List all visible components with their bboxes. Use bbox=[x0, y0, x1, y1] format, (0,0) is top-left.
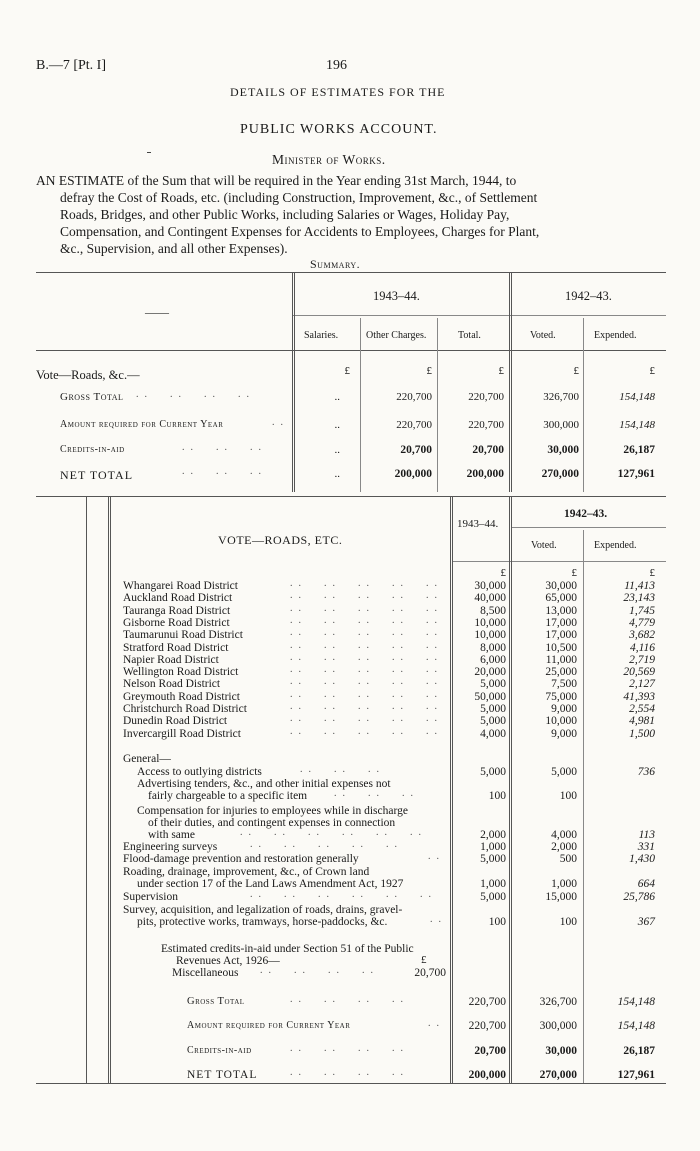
district-current: 10,000 bbox=[474, 629, 506, 642]
item-voted: 2,000 bbox=[551, 841, 577, 853]
leader-dots: .. .. .. .. bbox=[290, 1067, 409, 1078]
summary-cell: .. bbox=[334, 444, 340, 456]
intro-line: &c., Supervision, and all other Expenses). bbox=[60, 241, 288, 256]
district-expended: 11,413 bbox=[624, 580, 655, 592]
total-current: 20,700 bbox=[474, 1045, 506, 1057]
summary-cell: 326,700 bbox=[543, 391, 579, 403]
rule bbox=[86, 497, 87, 1083]
district-current: 20,000 bbox=[474, 666, 506, 679]
item-label: of their duties, and contingent expenses in connection bbox=[148, 817, 396, 829]
currency-total: £ bbox=[498, 365, 504, 377]
summary-cell: 220,700 bbox=[396, 419, 432, 431]
district-expended: 4,116 bbox=[629, 641, 655, 654]
district-current: 5,000 bbox=[480, 678, 506, 691]
item-voted: 100 bbox=[559, 790, 577, 802]
item-expended: 736 bbox=[637, 766, 655, 778]
leader-dots: .. .. .. bbox=[182, 442, 267, 453]
district-current: 30,000 bbox=[474, 580, 506, 592]
item-label: pits, protective works, tramways, horse-paddocks, &c. bbox=[137, 916, 388, 928]
short-rule bbox=[147, 152, 151, 153]
leader-dots: .. .. .. .. bbox=[290, 1043, 409, 1054]
col-header-expended: Expended. bbox=[594, 330, 637, 341]
rule bbox=[292, 315, 666, 316]
credits-note-line: Estimated credits-in-aid under Section 51 of the Public bbox=[161, 943, 414, 955]
leader-dots: .. bbox=[428, 851, 445, 862]
summary-label-amount: Amount required for Current Year bbox=[60, 419, 224, 430]
item-label: Roading, drainage, improvement, &c., of Crown land bbox=[123, 866, 370, 878]
district-voted: 11,000 bbox=[545, 653, 577, 666]
district-expended: 2,719 bbox=[629, 653, 655, 666]
leader-dots: .. .. .. .. bbox=[136, 389, 255, 400]
currency-salaries: £ bbox=[344, 365, 350, 377]
item-expended: 331 bbox=[637, 841, 655, 853]
total-label-gross: Gross Total bbox=[187, 996, 245, 1007]
total-voted: 30,000 bbox=[545, 1045, 577, 1057]
detail-col-voted: Voted. bbox=[531, 540, 557, 551]
total-voted: 326,700 bbox=[539, 996, 577, 1008]
district-voted: 13,000 bbox=[545, 604, 577, 617]
item-label: Compensation for injuries to employees while in discharge bbox=[137, 805, 408, 817]
district-label: Stratford Road District bbox=[123, 641, 229, 654]
district-expended: 1,500 bbox=[629, 727, 655, 740]
rule bbox=[583, 318, 584, 492]
leader-dots: .. .. .. .. .. bbox=[290, 725, 443, 737]
district-current: 40,000 bbox=[474, 592, 506, 605]
rule bbox=[108, 497, 109, 1083]
district-current: 8,000 bbox=[480, 641, 506, 654]
district-expended: 23,143 bbox=[623, 592, 655, 605]
summary-cell: 154,148 bbox=[619, 419, 655, 431]
leader-dots: .. bbox=[272, 417, 289, 428]
district-voted: 30,000 bbox=[545, 580, 577, 592]
vote-label: Vote—Roads, &c.— bbox=[36, 368, 140, 382]
currency-other: £ bbox=[426, 365, 432, 377]
summary-cell: 127,961 bbox=[617, 468, 655, 480]
item-current: 5,000 bbox=[480, 766, 506, 778]
col-header-voted: Voted. bbox=[530, 330, 556, 341]
total-current: 220,700 bbox=[468, 1020, 506, 1032]
page-title: PUBLIC WORKS ACCOUNT. bbox=[240, 122, 438, 137]
district-label: Whangarei Road District bbox=[123, 580, 238, 592]
rule bbox=[450, 497, 451, 1083]
col-header-total: Total. bbox=[458, 330, 481, 341]
item-label: fairly chargeable to a specific item bbox=[148, 790, 308, 802]
rule bbox=[110, 497, 111, 1083]
district-expended: 20,569 bbox=[623, 666, 655, 679]
summary-cell: 20,700 bbox=[400, 444, 432, 456]
total-current: 200,000 bbox=[468, 1069, 506, 1081]
summary-cell: 220,700 bbox=[468, 419, 504, 431]
summary-cell: .. bbox=[334, 391, 340, 403]
leader-dots: .. .. .. .. .. bbox=[290, 664, 443, 676]
minister-heading: Minister of Works. bbox=[272, 152, 386, 167]
item-current: 100 bbox=[488, 916, 506, 928]
rule bbox=[452, 561, 666, 562]
district-expended: 2,127 bbox=[629, 678, 655, 691]
total-expended: 127,961 bbox=[617, 1069, 655, 1081]
item-voted: 15,000 bbox=[545, 891, 577, 903]
district-voted: 17,000 bbox=[545, 616, 577, 629]
leader-dots: .. .. .. .. .. bbox=[290, 578, 443, 589]
district-current: 10,000 bbox=[474, 616, 506, 629]
item-current: 2,000 bbox=[480, 829, 506, 841]
document-reference: B.—7 [Pt. I] bbox=[36, 58, 106, 73]
district-current: 5,000 bbox=[480, 715, 506, 728]
leader-dots: .. .. .. .. .. bbox=[290, 590, 443, 602]
leader-dots: .. .. .. bbox=[334, 788, 419, 799]
item-current: 1,000 bbox=[480, 841, 506, 853]
summary-cell: 220,700 bbox=[396, 391, 432, 403]
total-expended: 26,187 bbox=[623, 1045, 655, 1057]
rule bbox=[36, 272, 666, 273]
rule bbox=[511, 527, 666, 528]
credits-misc-value: 20,700 bbox=[414, 967, 446, 979]
summary-year-prev: 1942–43. bbox=[565, 289, 612, 303]
district-voted: 25,000 bbox=[545, 666, 577, 679]
district-voted: 65,000 bbox=[545, 592, 577, 605]
page-number: 196 bbox=[326, 58, 347, 73]
district-current: 5,000 bbox=[480, 703, 506, 715]
item-label: Flood-damage prevention and restoration generally bbox=[123, 853, 359, 865]
summary-cell: 20,700 bbox=[472, 444, 504, 456]
rule bbox=[583, 530, 584, 1083]
rule bbox=[511, 497, 512, 1083]
credits-misc-label: Miscellaneous bbox=[172, 967, 239, 979]
rule bbox=[36, 350, 666, 351]
rule bbox=[292, 272, 293, 492]
rule bbox=[509, 272, 510, 492]
total-current: 220,700 bbox=[468, 996, 506, 1008]
detail-heading: VOTE—ROADS, ETC. bbox=[218, 533, 343, 547]
currency-voted: £ bbox=[571, 567, 577, 579]
total-label-credits: Credits-in-aid bbox=[187, 1045, 252, 1056]
district-expended: 2,554 bbox=[629, 703, 655, 715]
item-current: 100 bbox=[488, 790, 506, 802]
district-label: Christchurch Road District bbox=[123, 703, 247, 715]
intro-line: Roads, Bridges, and other Public Works, including Salaries or Wages, Holiday Pay, bbox=[60, 207, 510, 222]
item-label: Access to outlying districts bbox=[137, 766, 262, 778]
currency-voted: £ bbox=[573, 365, 579, 377]
district-label: Napier Road District bbox=[123, 653, 219, 666]
district-label: Taumarunui Road District bbox=[123, 629, 243, 642]
intro-line: defray the Cost of Roads, etc. (including Construction, Improvement, &c., of Settlement bbox=[60, 190, 538, 205]
summary-dash: —— bbox=[145, 305, 169, 319]
summary-cell: 270,000 bbox=[541, 468, 579, 480]
rule bbox=[36, 496, 666, 497]
item-current: 5,000 bbox=[480, 853, 506, 865]
leader-dots: .. .. .. .. .. bbox=[290, 627, 443, 639]
district-voted: 10,000 bbox=[545, 715, 577, 728]
leader-dots: .. .. .. .. .. bbox=[290, 602, 443, 614]
district-expended: 1,745 bbox=[629, 604, 655, 617]
district-voted: 7,500 bbox=[551, 678, 577, 691]
summary-cell: 154,148 bbox=[619, 391, 655, 403]
district-current: 8,500 bbox=[480, 604, 506, 617]
item-expended: 25,786 bbox=[623, 891, 655, 903]
intro-line: Compensation, and Contingent Expenses for Accidents to Employees, Charges for Plant, bbox=[60, 224, 540, 239]
rule bbox=[509, 497, 510, 1083]
item-voted: 500 bbox=[559, 853, 577, 865]
leader-dots: .. .. .. .. .. bbox=[290, 676, 443, 688]
leader-dots: .. bbox=[428, 1018, 445, 1029]
col-header-salaries: Salaries. bbox=[304, 330, 339, 341]
summary-label-net: NET TOTAL bbox=[60, 468, 134, 482]
district-current: 4,000 bbox=[480, 727, 506, 740]
running-title: DETAILS OF ESTIMATES FOR THE bbox=[230, 85, 446, 99]
leader-dots: .. bbox=[430, 914, 447, 925]
summary-cell: 300,000 bbox=[543, 419, 579, 431]
district-label: Greymouth Road District bbox=[123, 690, 240, 703]
rule bbox=[437, 318, 438, 492]
leader-dots: .. .. .. .. .. .. bbox=[250, 889, 437, 900]
summary-cell: 26,187 bbox=[623, 444, 655, 456]
district-expended: 41,393 bbox=[623, 690, 655, 703]
summary-cell: 200,000 bbox=[394, 468, 432, 480]
item-current: 1,000 bbox=[480, 878, 506, 890]
summary-heading: Summary. bbox=[310, 257, 361, 271]
summary-year-current: 1943–44. bbox=[373, 289, 420, 303]
leader-dots: .. .. .. .. .. bbox=[290, 639, 443, 651]
total-expended: 154,148 bbox=[617, 1020, 655, 1032]
district-voted: 17,000 bbox=[545, 629, 577, 642]
district-current: 50,000 bbox=[474, 690, 506, 703]
item-expended: 1,430 bbox=[629, 853, 655, 865]
leader-dots: .. .. .. .. .. bbox=[290, 651, 443, 663]
district-label: Nelson Road District bbox=[123, 678, 221, 691]
currency-current: £ bbox=[500, 567, 506, 579]
district-expended: 4,981 bbox=[629, 715, 655, 728]
rule bbox=[511, 272, 512, 492]
item-voted: 5,000 bbox=[551, 766, 577, 778]
rule bbox=[36, 1083, 666, 1084]
leader-dots: .. .. .. .. bbox=[260, 965, 379, 976]
item-label: with same bbox=[148, 829, 195, 841]
item-voted: 100 bbox=[559, 916, 577, 928]
item-voted: 4,000 bbox=[551, 829, 577, 841]
summary-cell: 30,000 bbox=[547, 444, 579, 456]
summary-label-gross: Gross Total bbox=[60, 391, 124, 403]
district-label: Auckland Road District bbox=[123, 592, 233, 605]
item-label: under section 17 of the Land Laws Amendment Act, 1927 bbox=[137, 878, 404, 890]
item-label: Supervision bbox=[123, 891, 178, 903]
credits-note-line: Revenues Act, 1926— bbox=[176, 955, 280, 967]
district-label: Invercargill Road District bbox=[123, 727, 241, 740]
summary-cell: .. bbox=[334, 468, 340, 480]
district-voted: 10,500 bbox=[545, 641, 577, 654]
item-current: 5,000 bbox=[480, 891, 506, 903]
district-expended: 3,682 bbox=[629, 629, 655, 642]
leader-dots: .. .. .. bbox=[182, 466, 267, 477]
leader-dots: .. .. .. .. .. .. bbox=[240, 827, 427, 838]
summary-cell: 200,000 bbox=[466, 468, 504, 480]
item-expended: 113 bbox=[638, 829, 655, 841]
item-voted: 1,000 bbox=[551, 878, 577, 890]
district-label: Gisborne Road District bbox=[123, 616, 230, 629]
leader-dots: .. .. .. .. .. bbox=[290, 713, 443, 725]
total-voted: 300,000 bbox=[539, 1020, 577, 1032]
district-voted: 9,000 bbox=[551, 727, 577, 740]
district-voted: 75,000 bbox=[545, 690, 577, 703]
item-label: Engineering surveys bbox=[123, 841, 218, 853]
general-label: General— bbox=[123, 753, 171, 765]
district-current: 6,000 bbox=[480, 653, 506, 666]
district-label: Wellington Road District bbox=[123, 666, 239, 679]
currency-expended: £ bbox=[649, 365, 655, 377]
rule bbox=[360, 318, 361, 492]
rule bbox=[452, 497, 453, 1083]
detail-year-current: 1943–44. bbox=[457, 518, 499, 530]
leader-dots: .. .. .. .. .. bbox=[290, 614, 443, 626]
district-voted: 9,000 bbox=[551, 703, 577, 715]
summary-label-credits: Credits-in-aid bbox=[60, 444, 125, 455]
detail-col-expended: Expended. bbox=[594, 540, 637, 551]
total-label-amount: Amount required for Current Year bbox=[187, 1020, 351, 1031]
total-expended: 154,148 bbox=[617, 996, 655, 1008]
item-label: Advertising tenders, &c., and other initial expenses not bbox=[137, 778, 391, 790]
credits-note-currency: £ bbox=[421, 954, 427, 966]
leader-dots: .. .. .. .. bbox=[290, 994, 409, 1005]
item-label: Survey, acquisition, and legalization of roads, drains, gravel- bbox=[123, 904, 403, 916]
district-expended: 4,779 bbox=[629, 616, 655, 629]
col-header-other-charges: Other Charges. bbox=[366, 330, 427, 341]
rule bbox=[294, 272, 295, 492]
item-expended: 367 bbox=[637, 916, 655, 928]
district-label: Dunedin Road District bbox=[123, 715, 228, 728]
summary-cell: 220,700 bbox=[468, 391, 504, 403]
leader-dots: .. .. .. .. .. bbox=[290, 688, 443, 700]
leader-dots: .. .. .. bbox=[300, 764, 385, 775]
district-label: Tauranga Road District bbox=[123, 604, 231, 617]
intro-line: AN ESTIMATE of the Sum that will be required in the Year ending 31st March, 1944, to bbox=[36, 173, 517, 188]
detail-year-prev: 1942–43. bbox=[564, 508, 608, 520]
summary-cell: .. bbox=[334, 419, 340, 431]
currency-expended: £ bbox=[649, 567, 655, 579]
leader-dots: .. .. .. .. .. bbox=[290, 701, 443, 712]
item-expended: 664 bbox=[637, 878, 655, 890]
total-voted: 270,000 bbox=[539, 1069, 577, 1081]
leader-dots: .. .. .. .. .. bbox=[250, 839, 403, 850]
total-label-net: NET TOTAL bbox=[187, 1069, 258, 1081]
